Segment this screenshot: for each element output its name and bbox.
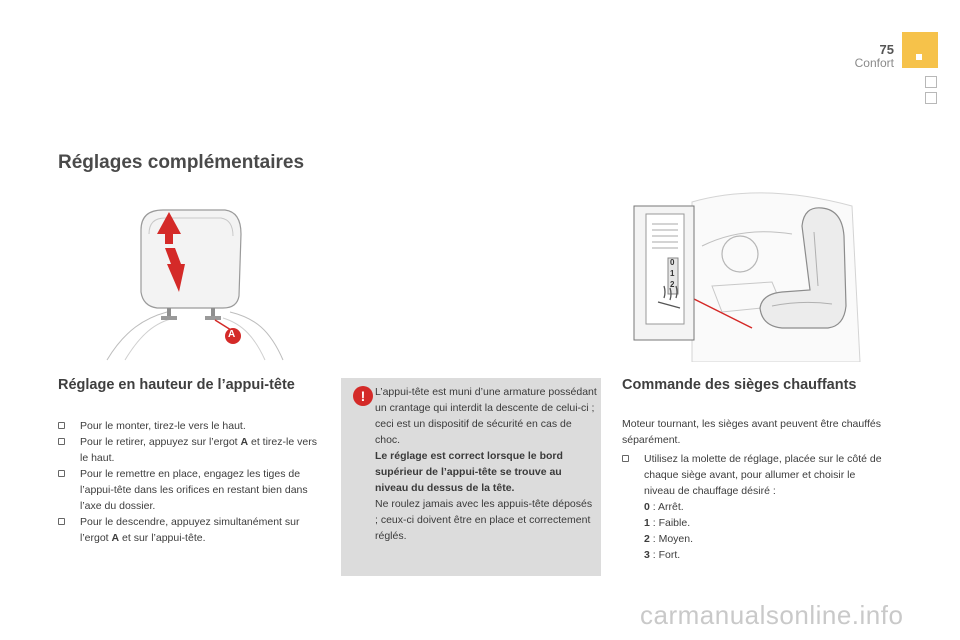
dial-mark-2: 2 xyxy=(670,280,675,289)
chapter-tab-empty-2[interactable] xyxy=(925,92,937,104)
list-item: Pour le monter, tirez-le vers le haut. xyxy=(58,418,323,434)
list-item: Pour le remettre en place, engagez les tiges de l’appui-tête dans les orifices en restant bien dans l’axe du dossier. xyxy=(58,466,323,514)
bullet-box-icon xyxy=(58,518,65,525)
bullet-box-icon xyxy=(58,438,65,445)
page-title: Réglages complémentaires xyxy=(58,152,305,173)
warning-note-box xyxy=(341,378,601,576)
watermark: carmanualsonline.info xyxy=(640,600,904,630)
ergot-a-label: A xyxy=(228,329,236,340)
headrest-illustration xyxy=(105,200,285,362)
heating-levels xyxy=(644,499,884,563)
tab-marker-icon xyxy=(916,54,922,60)
list-item: Pour le retirer, appuyez sur l’ergot A et tirez-le vers le haut. xyxy=(58,434,323,466)
heating-level-3: 3 : Fort. xyxy=(644,549,681,561)
dial-mark-1: 1 xyxy=(670,269,675,278)
list-item: Utilisez la molette de réglage, placée sur le côté de chaque siège avant, pour allumer et choisir le niveau de chauffage désiré : 0 : Arrêt. 1 : Faible. 2 : Moyen. 3 : Fort. xyxy=(622,451,884,563)
page-number: 75 xyxy=(879,42,894,57)
heating-level-2: 2 : Moyen. xyxy=(644,533,694,545)
bullet-box-icon xyxy=(622,455,629,462)
chapter-tab-empty-1[interactable] xyxy=(925,76,937,88)
heated-seats-title: Commande des sièges chauffants xyxy=(622,377,857,393)
warning-text-1: L’appui-tête est muni d’une armature possédant un crantage qui interdit la descente de celui-ci ; ceci est un dispositif de sécurité en cas de choc. xyxy=(375,386,597,446)
heating-level-1: 1 : Faible. xyxy=(644,517,691,529)
warning-text-2: Ne roulez jamais avec les appuis-tête déposés ; ceux-ci doivent être en place et correctement réglés. xyxy=(375,498,593,542)
heated-seats-bullet-list xyxy=(622,451,884,563)
warning-text-bold: Le réglage est correct lorsque le bord supérieur de l’appui-tête se trouve au niveau du dessus de la tête. xyxy=(375,450,563,494)
seat-heating-illustration xyxy=(632,186,864,362)
warning-exclamation-icon: ! xyxy=(353,386,373,406)
heated-seats-intro: Moteur tournant, les sièges avant peuvent être chauffés séparément. xyxy=(622,418,881,446)
warning-note-text xyxy=(375,384,597,544)
list-item: Pour le descendre, appuyez simultanément sur l’ergot A et sur l’appui-tête. xyxy=(58,514,323,546)
chapter-tab[interactable] xyxy=(902,32,938,68)
section-label: Confort xyxy=(854,56,894,70)
headrest-bullet-list xyxy=(58,418,323,546)
heating-level-0: 0 : Arrêt. xyxy=(644,501,684,513)
bullet-box-icon xyxy=(58,470,65,477)
bullet-box-icon xyxy=(58,422,65,429)
headrest-section-title: Réglage en hauteur de l’appui-tête xyxy=(58,377,295,393)
dial-mark-0: 0 xyxy=(670,258,675,267)
